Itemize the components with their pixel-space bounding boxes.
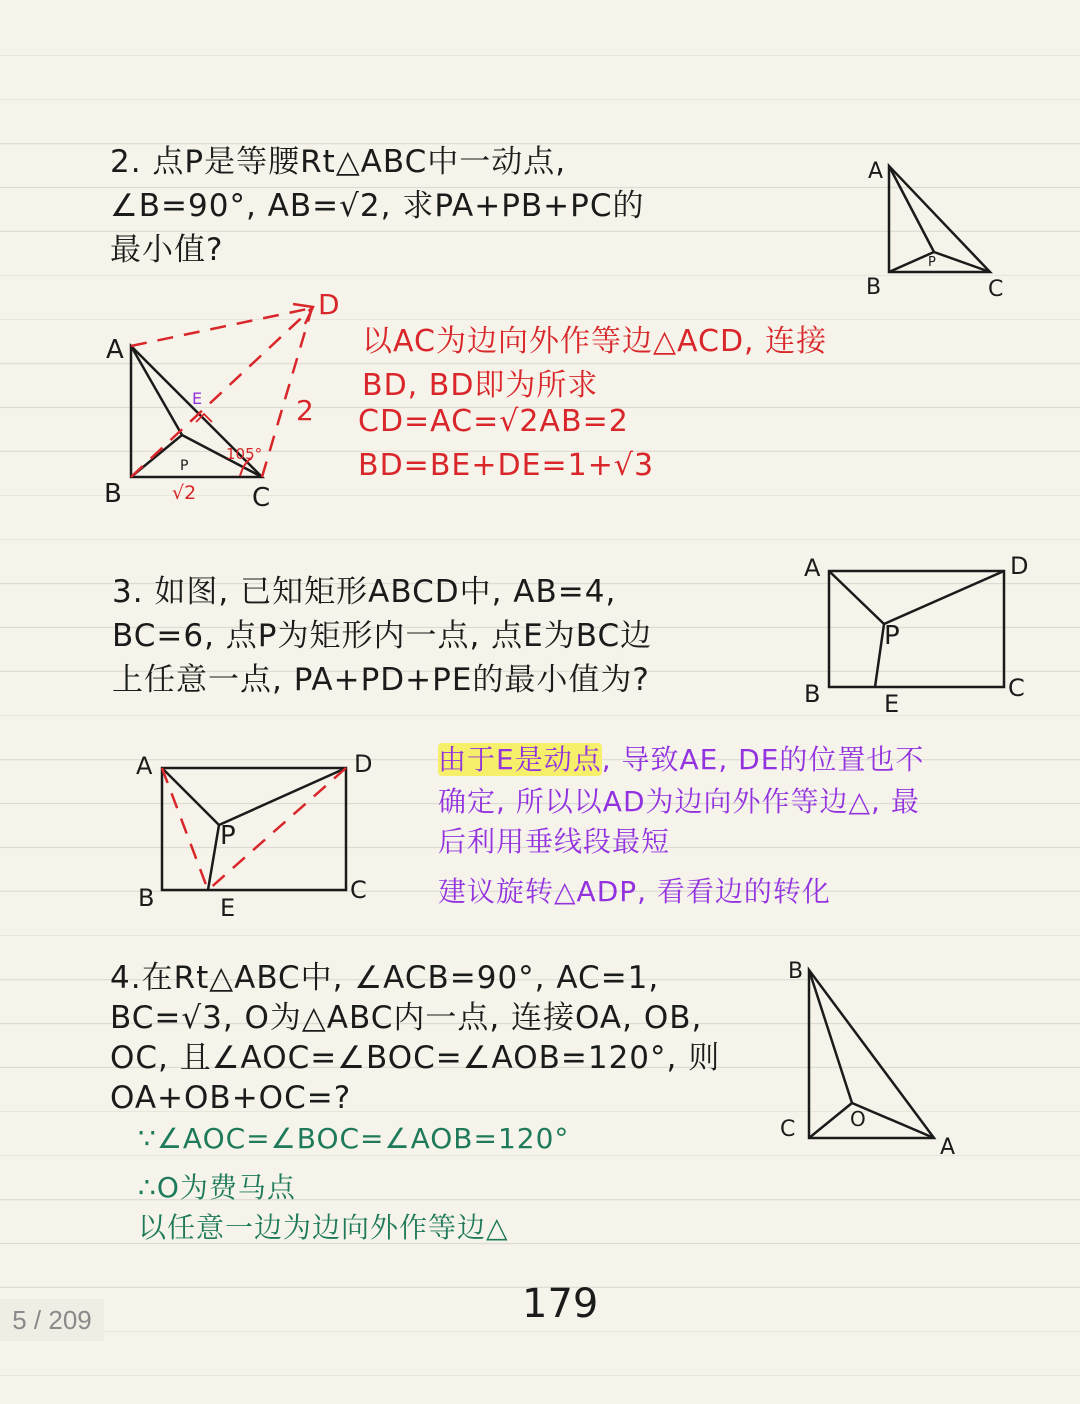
problem2-solution-line-1: 以AC为边向外作等边△ACD, 连接 bbox=[362, 324, 828, 359]
fig-label: P bbox=[884, 621, 900, 651]
problem2-solution-line-3: CD=AC=√2AB=2 bbox=[358, 404, 629, 439]
fig-label: C bbox=[350, 876, 367, 904]
problem4-line-3: OC, 且∠AOC=∠BOC=∠AOB=120°, 则 bbox=[110, 1040, 721, 1076]
fig-label: P bbox=[180, 458, 189, 474]
fig-label: B bbox=[104, 479, 122, 509]
fig-label: E bbox=[220, 894, 236, 922]
fig-label: C bbox=[780, 1117, 796, 1142]
fig-label: D bbox=[318, 288, 340, 321]
fig-label: B bbox=[804, 680, 821, 708]
fig-label: B bbox=[138, 884, 155, 912]
problem2-line-1: 2. 点P是等腰Rt△ABC中一动点, bbox=[110, 144, 567, 180]
fig-label: C bbox=[988, 277, 1004, 302]
problem3-solution-line-1-rest: , 导致AE, DE的位置也不 bbox=[601, 743, 925, 776]
fig-label: D bbox=[354, 750, 373, 778]
fig-label: E bbox=[884, 690, 900, 718]
problem4-line-4: OA+OB+OC=? bbox=[110, 1080, 352, 1116]
fig-label: A bbox=[940, 1135, 956, 1160]
problem4-line-2: BC=√3, O为△ABC内一点, 连接OA, OB, bbox=[110, 1000, 703, 1036]
fig-label: O bbox=[850, 1107, 866, 1131]
problem4-line-1: 4.在Rt△ABC中, ∠ACB=90°, AC=1, bbox=[110, 960, 660, 996]
problem3-line-2: BC=6, 点P为矩形内一点, 点E为BC边 bbox=[112, 618, 653, 654]
fig-label: A bbox=[136, 752, 153, 780]
fig-label: C bbox=[252, 483, 271, 513]
fig-label: A bbox=[106, 335, 124, 365]
fig-label: B bbox=[788, 959, 804, 984]
problem3-solution-line-2: 确定, 所以以AD为边向外作等边△, 最 bbox=[438, 785, 920, 818]
problem3-solution-line-4: 建议旋转△ADP, 看看边的转化 bbox=[438, 875, 831, 908]
cd-length-label: 2 bbox=[296, 394, 314, 427]
fig-label: A bbox=[868, 159, 884, 184]
bc-length-label: √2 bbox=[172, 482, 197, 504]
problem2-line-2: ∠B=90°, AB=√2, 求PA+PB+PC的 bbox=[110, 188, 645, 224]
problem2-solution-line-2: BD, BD即为所求 bbox=[362, 368, 599, 403]
fig-label: E bbox=[192, 389, 203, 408]
problem3-line-3: 上任意一点, PA+PD+PE的最小值为? bbox=[112, 662, 650, 698]
page-number: 179 bbox=[522, 1281, 599, 1327]
fig-label: A bbox=[804, 554, 821, 582]
problem2-solution-line-4: BD=BE+DE=1+√3 bbox=[358, 448, 655, 483]
problem2-line-3: 最小值? bbox=[110, 232, 224, 268]
fig-label: B bbox=[866, 275, 882, 300]
fig-label: P bbox=[928, 255, 936, 270]
problem3-solution-line-3: 后利用垂线段最短 bbox=[438, 825, 671, 858]
problem4-solution-line-1: ∵∠AOC=∠BOC=∠AOB=120° bbox=[138, 1122, 570, 1155]
problem3-line-1: 3. 如图, 已知矩形ABCD中, AB=4, bbox=[112, 574, 617, 610]
problem4-solution-line-3: 以任意一边为边向外作等边△ bbox=[138, 1211, 509, 1244]
problem4-solution-line-2: ∴O为费马点 bbox=[138, 1171, 296, 1204]
fig-label: D bbox=[1010, 552, 1029, 580]
angle-label: 105° bbox=[226, 445, 263, 463]
page-counter: 5 / 209 bbox=[0, 1299, 104, 1341]
fig-label: P bbox=[220, 821, 236, 851]
highlighted-phrase: 由于E是动点 bbox=[438, 743, 602, 776]
fig-label: C bbox=[1008, 674, 1025, 702]
